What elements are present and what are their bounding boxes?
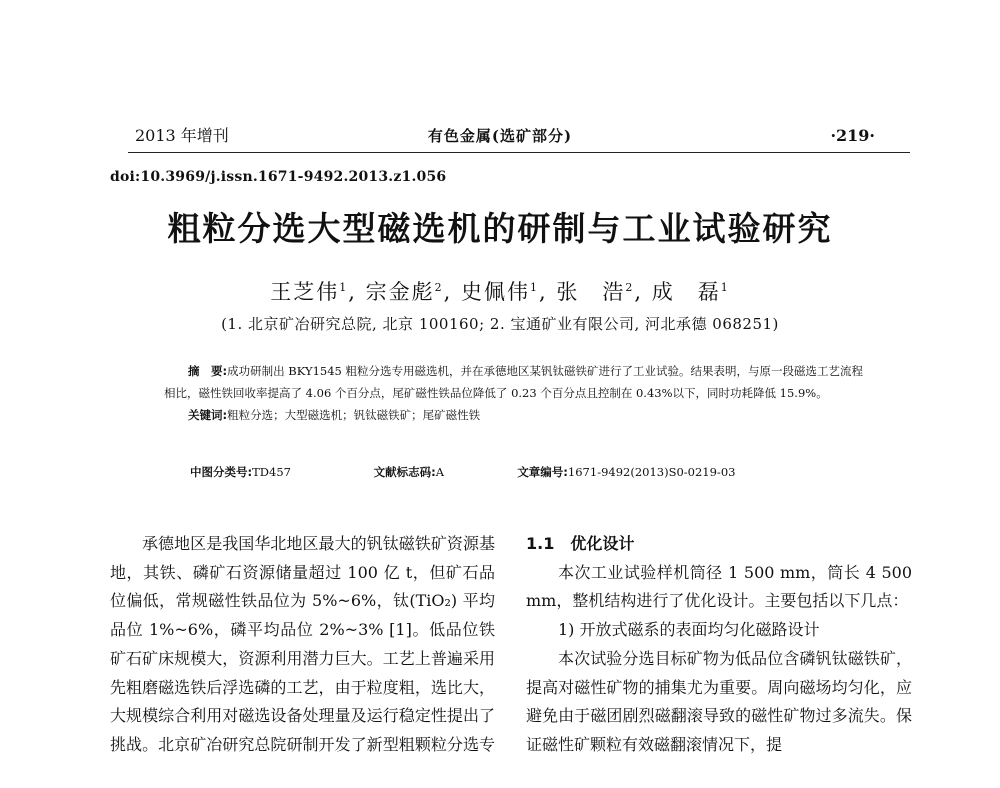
- author: 成 磊$^1$: [651, 280, 730, 304]
- keywords-text: 粗粒分选；大型磁选机；钒钛磁铁矿；尾矿磁性铁: [227, 408, 481, 422]
- keywords: [164, 404, 864, 426]
- paper-title: 粗粒分选大型磁选机的研制与工业试验研究: [167, 209, 833, 248]
- document-code: 文献标志码:A: [373, 465, 445, 479]
- section-heading: 1.1 优化设计: [526, 534, 635, 553]
- author: 张 浩$^2$: [556, 280, 635, 304]
- author: 宗金彪$^2$: [365, 280, 444, 304]
- doi: doi:10.3969/j.issn.1671-9492.2013.z1.056: [110, 169, 447, 185]
- design-detail-paragraph: 本次试验分选目标矿物为低品位含磷钒钛磁铁矿，提高对磁性矿物的捕集尤为重要。周向磁场均匀化，应避免由于磁团剧烈磁翻滚导致的磁性矿物过多流失。保证磁性矿颗粒有效磁翻滚情况下，提: [526, 648, 912, 754]
- keywords-label: 关键词:: [188, 408, 228, 422]
- abstract: [164, 360, 864, 404]
- abstract-block: [164, 360, 864, 426]
- abstract-text: 成功研制出 BKY1545 粗粒分选专用磁选机，并在承德地区某钒钛磁铁矿进行了工业试验。结果表明，与原一段磁选工艺流程相比，磁性铁回收率提高了 4.06 个百分点，尾矿磁性铁品位降低了 0.23 个百分点且控制在 0.43%以下，同时功耗降低 15.9%。: [164, 364, 864, 400]
- running-header-journal: 有色金属(选矿部分): [427, 127, 573, 145]
- article-number: 文章编号:1671-9492(2013)S0-0219-03: [517, 465, 736, 479]
- page-crop-edge: [0, 758, 1000, 788]
- body-column-left: [110, 530, 495, 788]
- classification-row: [190, 461, 735, 483]
- clc-number: 中图分类号:TD457: [190, 465, 291, 479]
- page-number: ·219·: [830, 126, 875, 145]
- affiliation: (1. 北京矿冶研究总院, 北京 100160; 2. 宝通矿业有限公司, 河北承德 068251): [221, 315, 779, 333]
- design-paragraph: 本次工业试验样机筒径 1 500 mm，筒长 4 500 mm，整机结构进行了优化设计。主要包括以下几点：: [526, 562, 912, 611]
- intro-paragraph: 承德地区是我国华北地区最大的钒钛磁铁矿资源基地，其铁、磷矿石资源储量超过 100 亿 t，但矿石品位偏低，常规磁性铁品位为 5%~6%，钛(TiO₂) 平均品位 1%~6%，磷平均品位 2%~3% [1]。低品位铁矿石矿床规模大，资源利用潜力巨大。工艺上普遍采用先粗磨磁选铁后浮选磷的工艺，由于粒度粗，选比大，大规模综合利用对磁选设备处理量及运行稳定性提出了挑战。北京矿冶研究总院研制开发了新型粗颗粒分选专: [110, 534, 495, 754]
- author-list: 王芝伟$^1$, 宗金彪$^2$, 史佩伟$^1$, 张 浩$^2$, 成 磊$^1$: [270, 280, 730, 304]
- body-column-right: [526, 530, 912, 760]
- author: 史佩伟$^1$: [461, 280, 539, 304]
- abstract-label: 摘 要:: [188, 364, 228, 378]
- author: 王芝伟$^1$: [270, 280, 349, 304]
- running-header-issue: 2013 年增刊: [135, 126, 229, 145]
- header-rule: [128, 152, 910, 153]
- design-list-item: 1) 开放式磁系的表面均匀化磁路设计: [558, 620, 820, 640]
